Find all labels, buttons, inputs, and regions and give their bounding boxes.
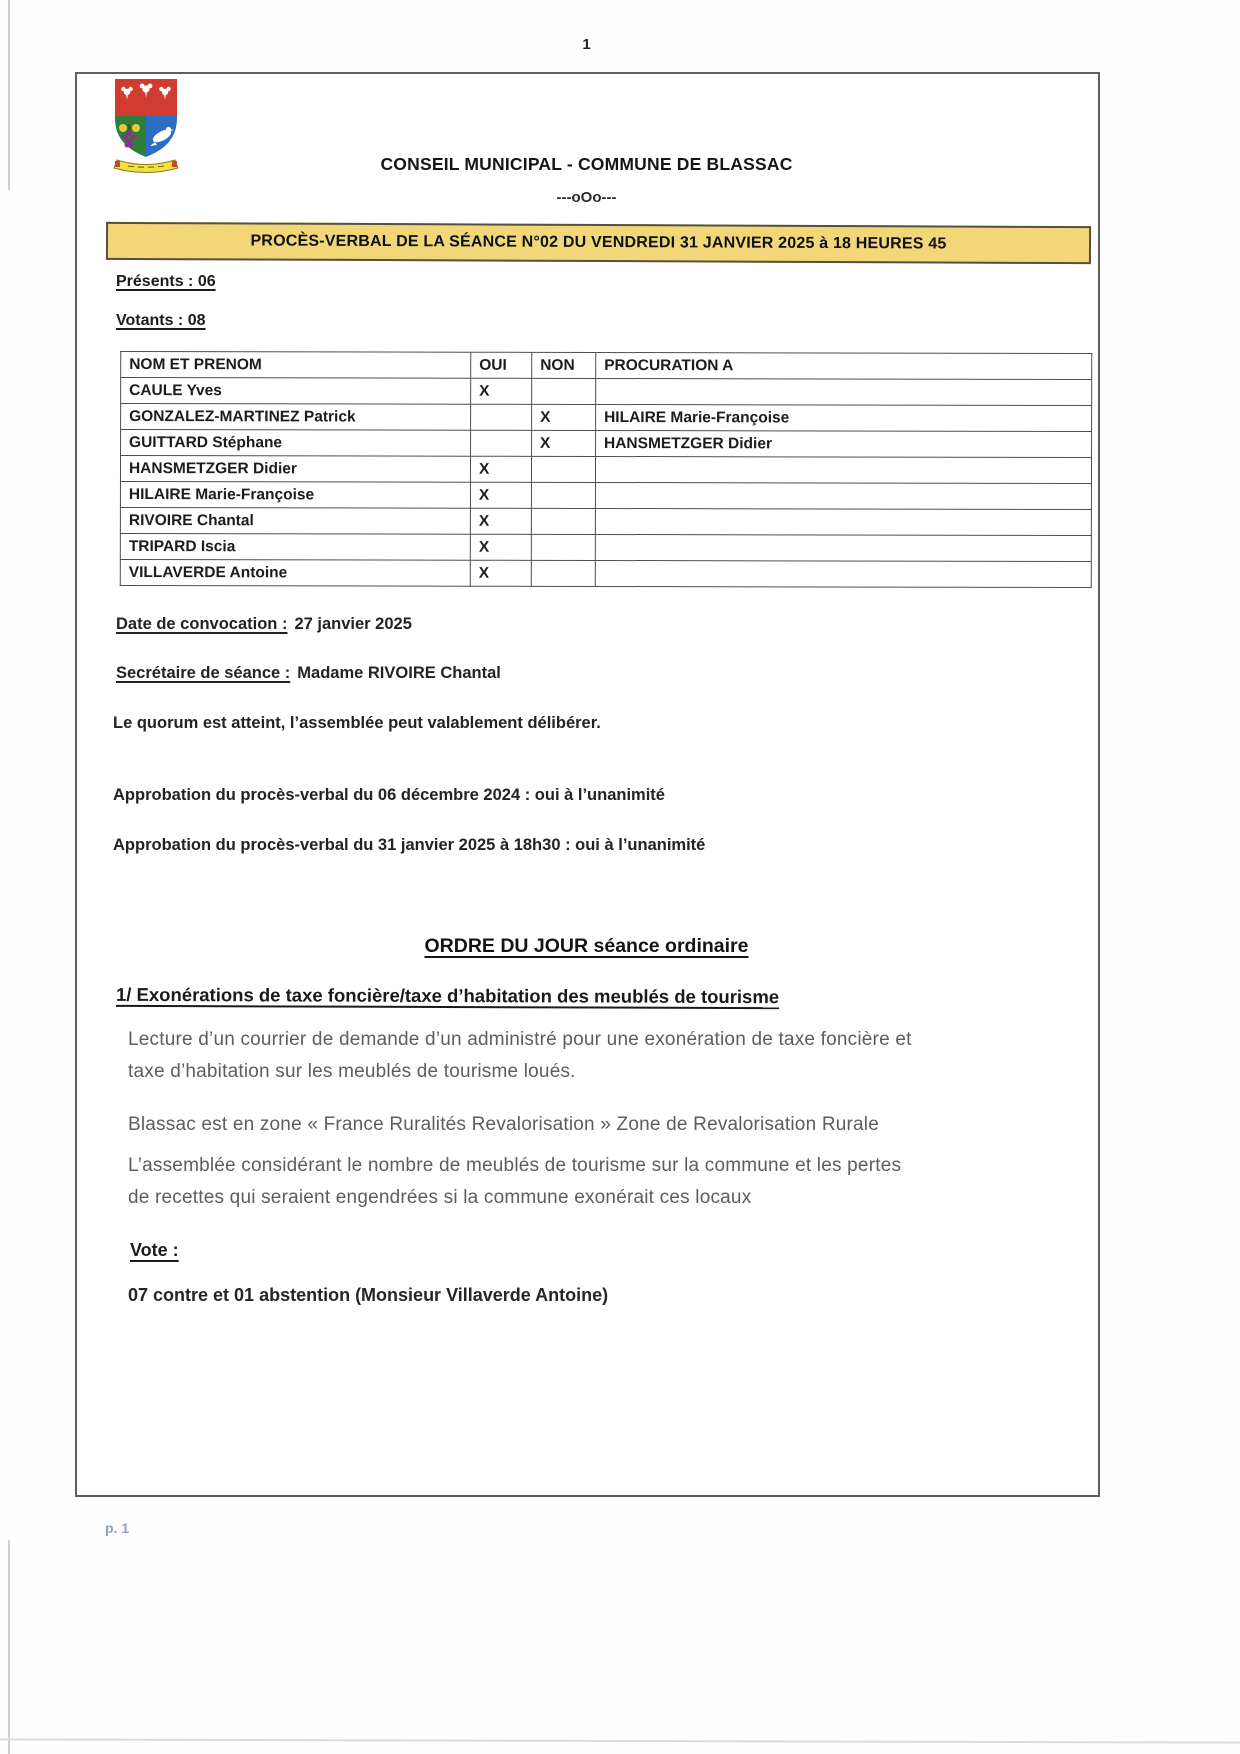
table-row — [121, 403, 1092, 431]
scan-edge-artifact-bottom — [8, 1540, 10, 1754]
approval-current-minutes: Approbation du procès-verbal du 31 janvier 2025 à 18h30 : oui à l’unanimité — [113, 836, 706, 854]
procuration-name: HILAIRE Marie-Françoise — [596, 404, 1092, 431]
next-page-edge-line — [0, 1738, 1240, 1743]
non-mark — [531, 534, 595, 560]
non-mark — [531, 508, 595, 534]
col-header-non: NON — [532, 352, 596, 378]
member-name: GUITTARD Stéphane — [121, 429, 471, 456]
agenda-item1-paragraph3-line1: L’assemblée considérant le nombre de meublés de tourisme sur la commune et les pertes — [128, 1155, 902, 1176]
member-name: GONZALEZ-MARTINEZ Patrick — [121, 403, 471, 430]
col-header-procuration: PROCURATION A — [596, 352, 1092, 379]
non-mark — [531, 482, 595, 508]
secretary-line — [116, 664, 501, 683]
procuration-name — [596, 378, 1092, 405]
table-row — [120, 455, 1091, 483]
session-banner: PROCÈS-VERBAL DE LA SÉANCE N°02 DU VENDREDI 31 JANVIER 2025 à 18 HEURES 45 — [106, 222, 1091, 264]
oui-mark: X — [470, 482, 531, 508]
procuration-name — [595, 482, 1091, 509]
oui-mark — [471, 404, 532, 430]
agenda-title: ORDRE DU JOUR séance ordinaire — [424, 935, 749, 957]
page-border-frame — [75, 72, 1100, 1497]
procuration-name — [595, 508, 1091, 535]
scan-edge-artifact-top — [8, 0, 10, 190]
procuration-name — [595, 456, 1091, 483]
footer-page-label: p. 1 — [105, 1520, 130, 1536]
table-row — [120, 533, 1091, 561]
non-mark — [531, 560, 595, 586]
vote-label: Vote : — [130, 1240, 179, 1260]
non-mark: X — [532, 430, 596, 456]
table-row — [120, 481, 1091, 509]
convocation-date-line — [116, 615, 412, 634]
agenda-item1-paragraph3-line2: de recettes qui seraient engendrées si la commune exonérait ces locaux — [128, 1187, 752, 1208]
secretary-value: Madame RIVOIRE Chantal — [297, 664, 501, 682]
attendance-table — [120, 351, 1092, 588]
quorum-note: Le quorum est atteint, l’assemblée peut valablement délibérer. — [113, 714, 601, 732]
oui-mark — [471, 430, 532, 456]
agenda-item1-paragraph1-line2: taxe d’habitation sur les meublés de tourisme loués. — [128, 1061, 576, 1082]
col-header-oui: OUI — [471, 352, 532, 378]
member-name: HILAIRE Marie-Françoise — [120, 481, 470, 508]
document-title: CONSEIL MUNICIPAL - COMMUNE DE BLASSAC — [380, 154, 793, 174]
table-row — [120, 507, 1091, 535]
procuration-name: HANSMETZGER Didier — [596, 430, 1092, 457]
agenda-item1-paragraph1-line1: Lecture d’un courrier de demande d’un administré pour une exonération de taxe foncière et — [128, 1029, 912, 1050]
procuration-name — [595, 534, 1091, 561]
agenda-item1-paragraph2: Blassac est en zone « France Ruralités Revalorisation » Zone de Revalorisation Rurale — [128, 1114, 879, 1135]
member-name: TRIPARD Iscia — [120, 533, 470, 560]
vote-result: 07 contre et 01 abstention (Monsieur Villaverde Antoine) — [128, 1285, 609, 1305]
table-header-row — [121, 351, 1092, 379]
non-mark — [532, 378, 596, 404]
convocation-date-label: Date de convocation : — [116, 615, 288, 633]
member-name: CAULE Yves — [121, 377, 471, 404]
member-name: HANSMETZGER Didier — [120, 455, 470, 482]
oui-mark: X — [470, 508, 531, 534]
votants-count: Votants : 08 — [116, 312, 206, 329]
oui-mark: X — [471, 378, 532, 404]
table-row — [121, 429, 1092, 457]
secretary-label: Secrétaire de séance : — [116, 664, 291, 682]
convocation-date-value: 27 janvier 2025 — [294, 615, 412, 633]
agenda-item1-heading: 1/ Exonérations de taxe foncière/taxe d’habitation des meublés de tourisme — [115, 983, 780, 1008]
member-name: VILLAVERDE Antoine — [120, 559, 470, 586]
presents-count: Présents : 06 — [116, 273, 216, 290]
page-number: 1 — [582, 36, 591, 53]
approval-previous-minutes: Approbation du procès-verbal du 06 décembre 2024 : oui à l’unanimité — [113, 786, 665, 804]
table-row — [121, 377, 1092, 405]
member-name: RIVOIRE Chantal — [120, 507, 470, 534]
ooo-separator: ---oOo--- — [556, 189, 617, 206]
non-mark: X — [532, 404, 596, 430]
oui-mark: X — [470, 560, 531, 586]
non-mark — [531, 456, 595, 482]
procuration-name — [595, 560, 1091, 587]
oui-mark: X — [470, 456, 531, 482]
table-row — [120, 559, 1091, 587]
col-header-name: NOM ET PRENOM — [121, 351, 471, 378]
oui-mark: X — [470, 534, 531, 560]
